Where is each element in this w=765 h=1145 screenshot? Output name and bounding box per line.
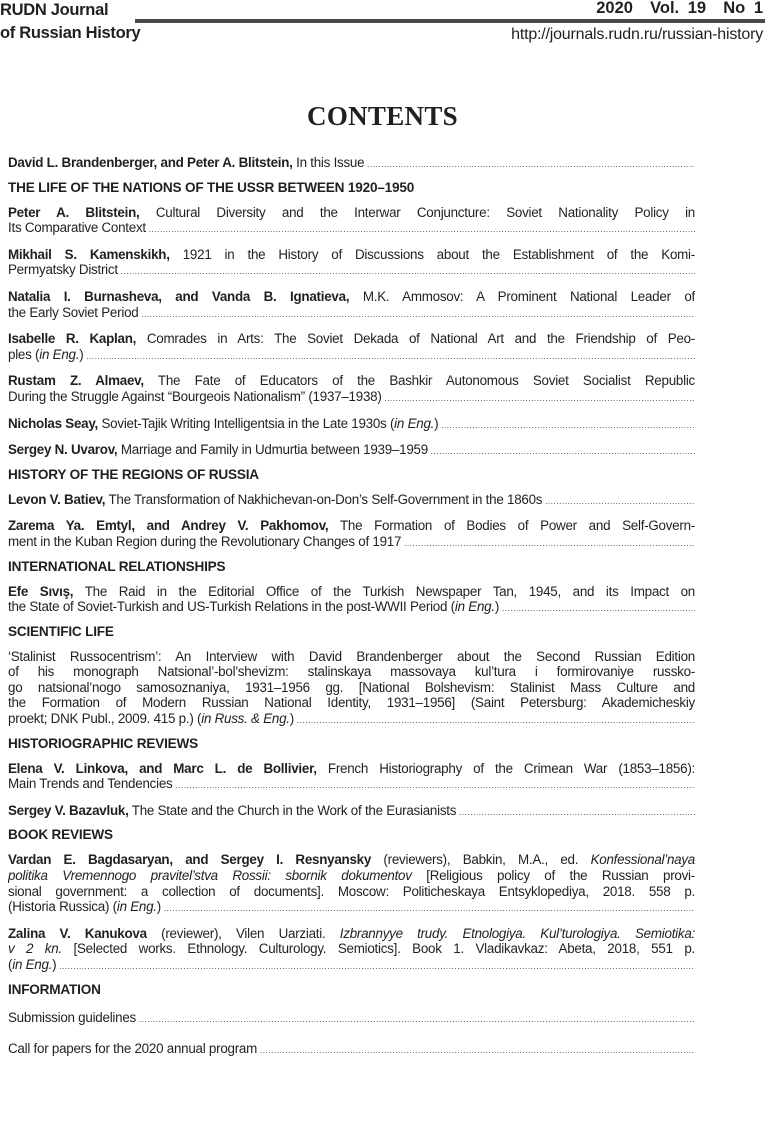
toc-entry[interactable] <box>8 518 695 551</box>
section-heading-historiographic: HISTORIOGRAPHIC REVIEWS <box>8 735 199 751</box>
entry-title: [Religious policy of the Russian provi- <box>411 868 695 884</box>
header-rule <box>135 19 765 23</box>
entry-title: (reviewer), Vilen Uarziati. <box>146 925 340 941</box>
entry-title: (reviewers), Babkin, M.A., ed. <box>371 852 591 868</box>
dot-leader <box>118 262 695 277</box>
entry-title: Cultural Diversity and the Interwar Conjuncture: Soviet Nationality Policy in <box>139 204 695 220</box>
dot-leader <box>364 155 695 170</box>
entry-title-line: of his monograph Natsional’-bol’shevizm: stalinskaya massovaya kul’tura i formirovaniye russko- <box>8 664 695 680</box>
toc-entry[interactable] <box>8 205 695 238</box>
entry-title: M.K. Ammosov: A Prominent National Leader of <box>349 288 695 304</box>
paren-close: ) <box>289 711 294 727</box>
entry-author: Sergey V. Bazavluk, <box>8 802 129 818</box>
entry-author: Nicholas Seay, <box>8 415 99 431</box>
entry-author: Vardan E. Bagdasaryan, and Sergey I. Resnyansky <box>8 852 372 868</box>
toc-entry[interactable] <box>8 331 695 364</box>
entry-title: The Fate of Educators of the Bashkir Autonomous Soviet Socialist Republic <box>143 373 695 389</box>
entry-title: The Formation of Bodies of Power and Self-Govern- <box>328 518 695 534</box>
entry-title-line: go natsional’nogo samosoznaniya, 1931–1956 gg. [National Bolshevism: Stalinist Mass Culture and <box>8 679 695 695</box>
entry-author: Isabelle R. Kaplan, <box>8 331 137 347</box>
toc-entry[interactable] <box>8 584 695 617</box>
entry-author: Natalia I. Burnasheva, and Vanda B. Ignatieva, <box>8 288 350 304</box>
dot-leader <box>56 957 695 972</box>
language-note: in Eng. <box>12 957 53 972</box>
section-heading-information: INFORMATION <box>8 981 101 997</box>
dot-leader <box>146 220 695 235</box>
toc-entry[interactable] <box>8 373 695 406</box>
entry-title-cont: ment in the Kuban Region during the Revolutionary Changes of 1917 <box>8 533 402 549</box>
journal-name <box>0 0 140 45</box>
toc-entry[interactable] <box>8 926 695 975</box>
entry-title: French Historiography of the Crimean War (1853–1856): <box>316 760 695 776</box>
dot-leader <box>438 416 695 431</box>
entry-title: Comrades in Arts: The Soviet Dekada of National Art and the Friendship of Peo- <box>136 331 695 347</box>
section-heading-scientific-life: SCIENTIFIC LIFE <box>8 623 114 639</box>
paren-close: ) <box>79 346 84 362</box>
entry-author: Rustam Z. Almaev, <box>8 373 144 389</box>
entry-title-line: sional government: a collection of documents]. Moscow: Politicheskaya Entsyklopediya, 2018. 558 p. <box>8 883 695 899</box>
language-note: in Eng. <box>394 415 435 431</box>
entry-author: David L. Brandenberger, and Peter A. Blitstein, <box>8 155 293 170</box>
dot-leader <box>257 1041 695 1056</box>
section-heading-book-reviews: BOOK REVIEWS <box>8 827 113 843</box>
entry-author: Levon V. Batiev, <box>8 491 106 507</box>
section-heading-international: INTERNATIONAL RELATIONSHIPS <box>8 558 226 574</box>
entry-title-line: ‘Stalinist Russocentrism’: An Interview with David Brandenberger about the Second Russian Edition <box>8 648 695 664</box>
entry-author: Zarema Ya. Emtyl, and Andrey V. Pakhomov, <box>8 518 329 534</box>
journal-url-link[interactable]: http://journals.rudn.ru/russian-history <box>511 26 763 43</box>
entry-author: Peter A. Blitstein, <box>8 204 140 220</box>
book-title: v 2 kn. <box>8 941 62 957</box>
entry-title-cont: the State of Soviet-Turkish and US-Turkish Relations in the post-WWII Period ( <box>8 599 455 615</box>
dot-leader <box>172 776 695 791</box>
entry-author: Zalina V. Kanukova <box>8 925 147 941</box>
entry-title: The Raid in the Editorial Office of the Turkish Newspaper Tan, 1945, and its Impact on <box>73 583 695 599</box>
entry-title-line: the Formation of Modern Russian National Identity, 1931–1956] (Saint Petersburg: Akademicheskiy <box>8 695 695 711</box>
section-heading-life-of-nations: THE LIFE OF THE NATIONS OF THE USSR BETWEEN 1920–1950 <box>8 179 415 195</box>
dot-leader <box>428 442 695 457</box>
paren-close: ) <box>494 599 500 615</box>
entry-title-cont: proekt; DNK Publ., 2009. 415 p.) ( <box>8 711 202 727</box>
entry-author: Sergey N. Uvarov, <box>8 442 118 458</box>
dot-leader <box>136 1010 695 1025</box>
paren-close: ) <box>52 957 57 972</box>
journal-header <box>0 0 765 50</box>
entry-title: The Transformation of Nakhichevan-on-Don’s Self-Government in the 1860s <box>105 491 543 507</box>
toc-entry-submission-guidelines[interactable] <box>8 1010 695 1028</box>
section-heading-regions: HISTORY OF THE REGIONS OF RUSSIA <box>8 466 259 482</box>
entry-title-cont: Main Trends and Tendencies <box>8 776 173 792</box>
entry-title: Marriage and Family in Udmurtia between 1939–1959 <box>117 442 428 458</box>
toc-entry[interactable] <box>8 761 695 794</box>
entry-author: Elena V. Linkova, and Marc L. de Bollivier, <box>8 760 317 776</box>
entry-title: 1921 in the History of Discussions about the Establishment of the Komi- <box>169 246 695 262</box>
dot-leader <box>161 899 695 914</box>
dot-leader <box>499 599 695 614</box>
entry-title-cont: the Early Soviet Period <box>8 304 139 320</box>
entry-title: In this Issue <box>292 155 365 170</box>
entry-title-cont: ples ( <box>8 346 40 362</box>
entry-title: Call for papers for the 2020 annual program <box>8 1041 258 1057</box>
book-title: Konfessional’naya <box>590 852 695 868</box>
toc-entry[interactable] <box>8 492 695 510</box>
book-title: politika Vremennogo pravitel’stva Rossii: sbornik dokumentov <box>8 868 412 884</box>
entry-title-cont: ( <box>8 957 13 972</box>
dot-leader <box>382 389 695 404</box>
entry-title-cont: Its Comparative Context <box>8 220 146 236</box>
journal-name-line2: of Russian History <box>0 24 141 42</box>
toc-entry[interactable] <box>8 289 695 322</box>
toc-entry-in-this-issue[interactable] <box>8 155 695 173</box>
toc-entry[interactable] <box>8 442 695 460</box>
toc-entry[interactable] <box>8 803 695 821</box>
entry-title: Soviet-Tajik Writing Intelligentsia in the Late 1930s ( <box>98 415 395 431</box>
entry-title-cont: During the Struggle Against “Bourgeois Nationalism” (1937–1938) <box>8 388 382 404</box>
dot-leader <box>401 534 695 549</box>
book-title: Izbrannyye trudy. Etnologiya. Kul’turologiya. Semiotika: <box>339 925 695 941</box>
page-title: CONTENTS <box>307 101 458 131</box>
toc-entry[interactable] <box>8 852 695 916</box>
entry-title: The State and the Church in the Work of the Eurasianists <box>128 802 457 818</box>
toc-entry[interactable] <box>8 649 695 729</box>
language-note: in Eng. <box>454 599 495 615</box>
entry-title: Submission guidelines <box>8 1009 136 1025</box>
dot-leader <box>294 711 695 726</box>
dot-leader <box>456 803 695 818</box>
language-note: in Eng. <box>116 899 157 915</box>
entry-author: Mikhail S. Kamenskikh, <box>8 246 170 262</box>
table-of-contents <box>8 155 695 1059</box>
entry-title: [Selected works. Ethnology. Culturology. Semiotics]. Book 1. Vladikavkaz: Abeta, 2018, 551 p. <box>61 941 695 957</box>
entry-title-cont: (Historia Russica) ( <box>8 899 117 915</box>
entry-author: Efe Sıvış, <box>8 583 74 599</box>
dot-leader <box>542 492 695 507</box>
paren-close: ) <box>156 899 162 915</box>
language-note: in Eng. <box>39 346 80 362</box>
paren-close: ) <box>434 415 439 431</box>
language-note: in Russ. & Eng. <box>201 711 290 727</box>
dot-leader <box>83 347 695 362</box>
issue-info: 2020 Vol. 19 No 1 <box>596 0 763 17</box>
dot-leader <box>138 305 695 320</box>
entry-title-cont: Permyatsky District <box>8 262 118 278</box>
toc-entry[interactable] <box>8 416 695 434</box>
toc-entry-call-for-papers[interactable] <box>8 1041 695 1059</box>
journal-name-line1: RUDN Journal <box>0 1 109 19</box>
toc-entry[interactable] <box>8 247 695 280</box>
